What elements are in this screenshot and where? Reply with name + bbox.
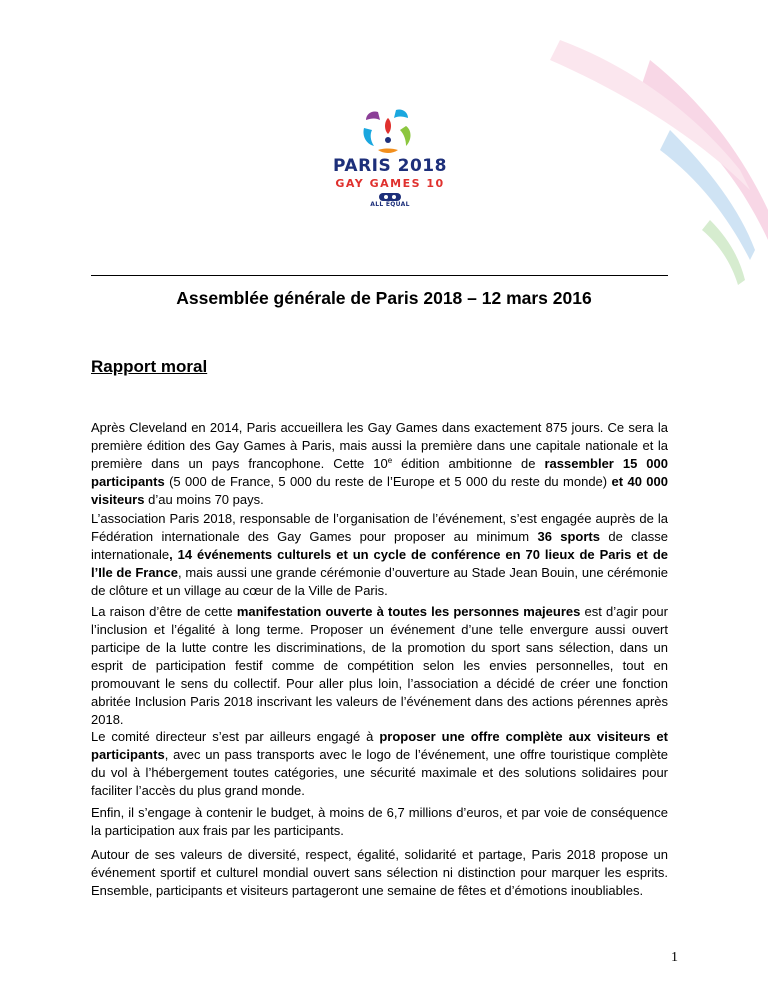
paragraph-4: Le comité directeur s’est par ailleurs engagé à proposer une offre complète aux visiteurs et participants, avec un pass transports avec le logo de l’événement, une offre touristique complète du vol à l’hébergement toutes catégories, une sécurité maximale et des solutions solidaires pour faciliter l’accès du plus grand monde. xyxy=(91,729,668,798)
paragraph-5: Enfin, il s’engage à contenir le budget, à moins de 6,7 millions d’euros, et par voie de conséquence la participation aux frais par les participants. xyxy=(91,805,668,838)
paragraph-2: L’association Paris 2018, responsable de l’organisation de l’événement, s’est engagée auprès de la Fédération internationale des Gay Games pour proposer au minimum 36 sports de classe internationale, 14 événements culturels et un cycle de conférence en 70 lieux de Paris et de l’Ile de France, mais aussi une grande cérémonie d’ouverture au Stade Jean Bouin, une cérémonie de clôture et un village au cœur de la Ville de Paris. xyxy=(91,511,669,598)
gay-games-emblem-icon xyxy=(348,100,428,160)
paris-2018-logo xyxy=(320,100,460,210)
logo-subtitle: GAY GAMES 10 xyxy=(335,177,445,190)
paragraph-3: La raison d’être de cette manifestation ouverte à toutes les personnes majeures est d’agir pour l’inclusion et l’égalité à long terme. Proposer un événement d’une telle envergure aussi ouvert participe de la lutte contre les discriminations, de la promotion du sport sans sélection, dans un esprit de participation festif comme de compétition selon les envies personnelles, tout en promouvant le sens du collectif. Pour aller plus loin, l’association a décidé de créer une fonction abritée Inclusion Paris 2018 inscrivant les valeurs de l’événement dans des actions pérennes après 2018. xyxy=(91,604,668,727)
section-heading: Rapport moral xyxy=(91,357,208,376)
decorative-swoosh xyxy=(440,0,768,290)
paragraph-1: Après Cleveland en 2014, Paris accueillera les Gay Games dans exactement 875 jours. Ce sera la première édition des Gay Games à Paris, mais aussi la première dans une capitale nationale et la première dans un pays francophone. Cette 10e édition ambitionne de rassembler 15 000 participants (5 000 de France, 5 000 du reste de l’Europe et 5 000 du reste du monde) et 40 000 visiteurs d’au moins 70 pays. xyxy=(91,420,668,507)
logo-badge-icon xyxy=(379,193,401,201)
paragraph-6: Autour de ses valeurs de diversité, respect, égalité, solidarité et partage, Paris 2018 propose un événement sportif et culturel mondial ouvert sans sélection ni distinction pour marquer les esprits. Ensemble, participants et visiteurs partageront une semaine de fêtes et d’émotions inoubliables. xyxy=(91,847,668,898)
logo-tagline: ALL EQUAL xyxy=(370,201,410,208)
header-divider xyxy=(91,275,668,276)
page-number: 1 xyxy=(671,950,678,965)
document-title: Assemblée générale de Paris 2018 – 12 mars 2016 xyxy=(176,288,592,308)
logo-title: PARIS 2018 xyxy=(333,156,447,176)
